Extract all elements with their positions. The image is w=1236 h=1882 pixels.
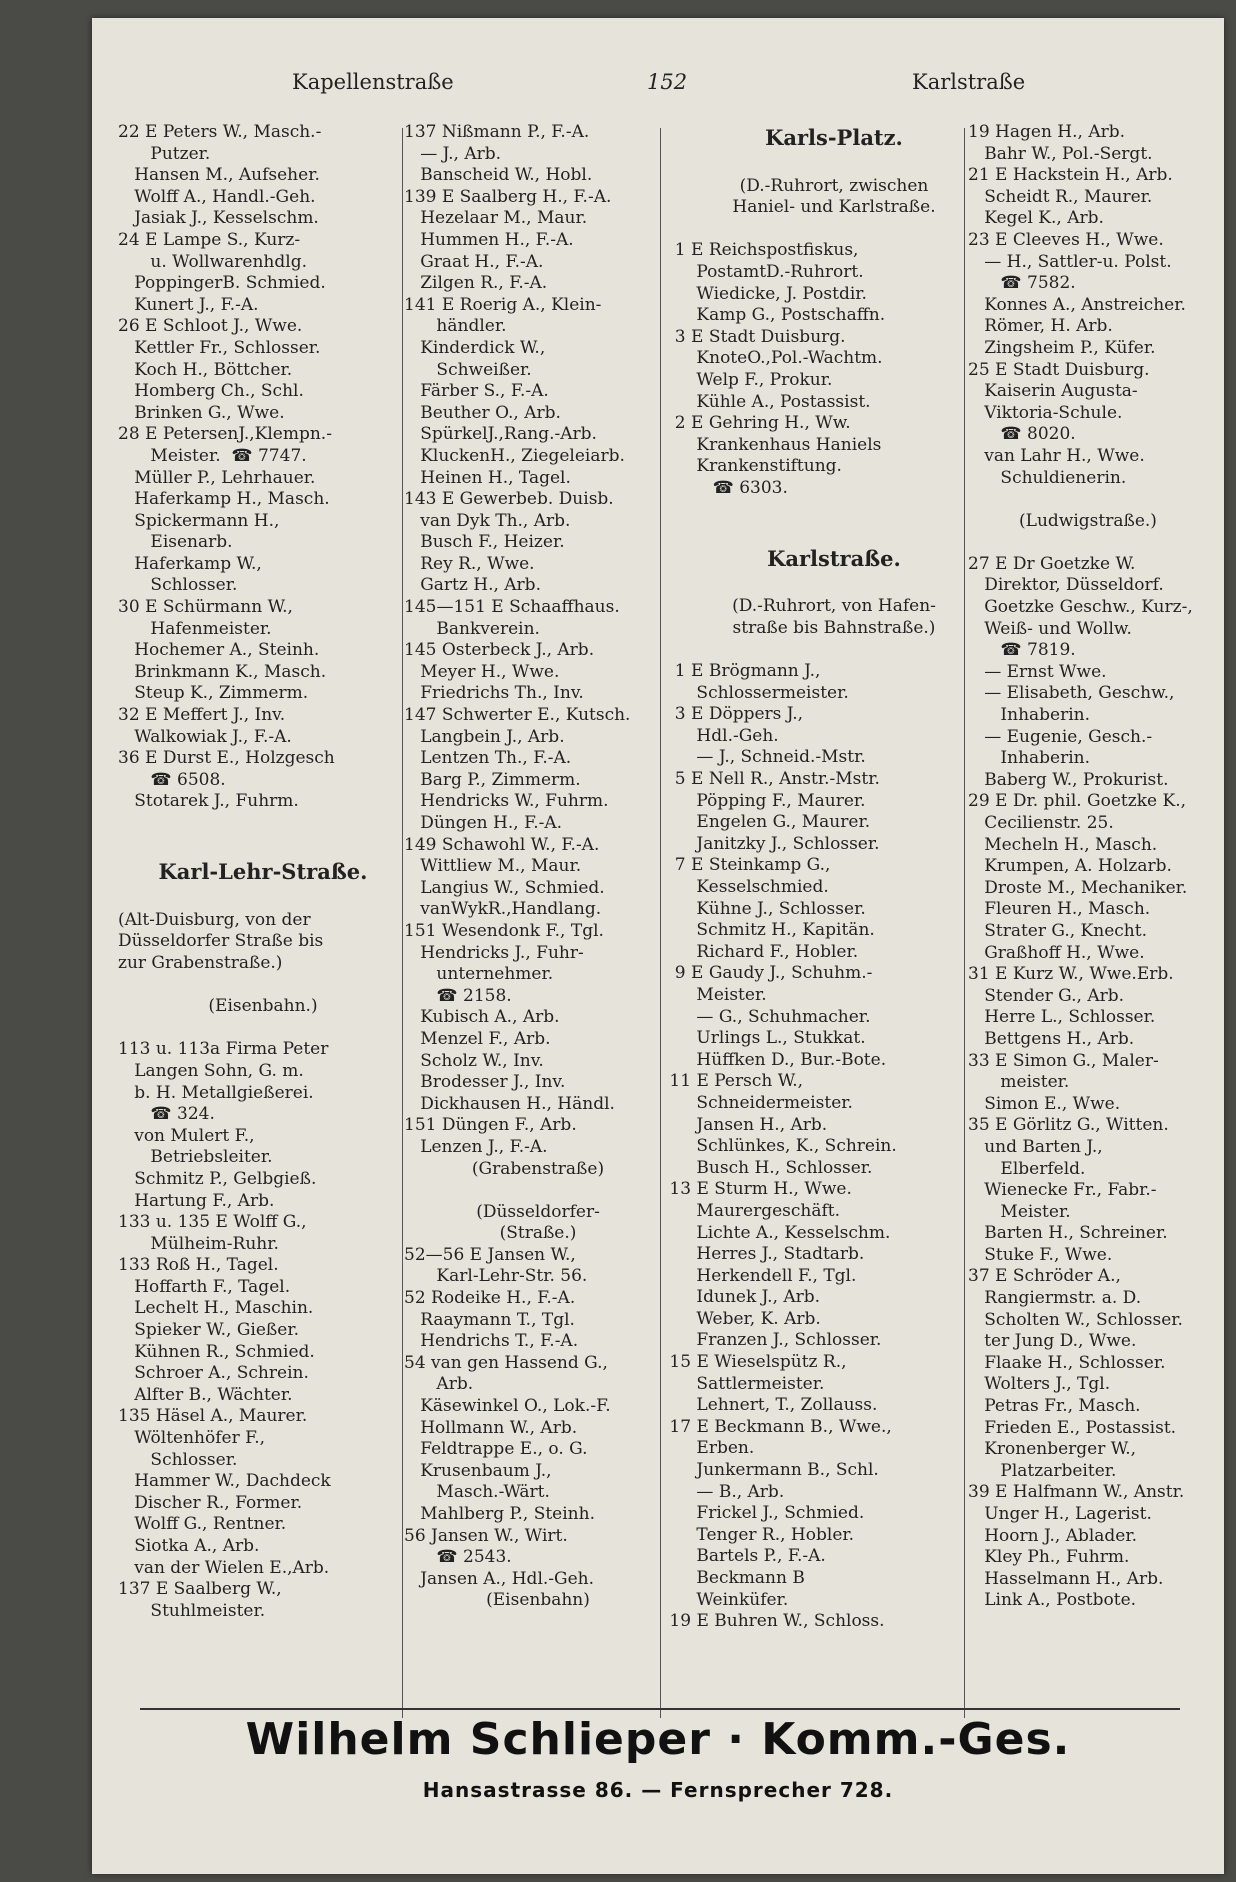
directory-entry: Wolters J., Tgl. [968,1374,1111,1395]
directory-entry: Jansen A., Hdl.-Geh. [404,1568,595,1589]
directory-entry: Krankenstiftung. [664,456,842,477]
directory-entry: Jasiak J., Kesselschm. [118,208,319,229]
directory-entry: Scholz W., Inv. [404,1050,544,1071]
directory-entry: Viktoria-Schule. [968,402,1123,423]
directory-entry: Hartung F., Arb. [118,1190,275,1211]
directory-entry: unternehmer. [404,964,554,985]
directory-entry: SpürkelJ.,Rang.-Arb. [404,424,597,445]
column-divider [402,128,403,1718]
directory-entry: Schmitz P., Gelbgieß. [118,1168,317,1189]
directory-entry: u. Wollwarenhdlg. [118,251,307,272]
directory-entry: Wiedicke, J. Postdir. [664,283,867,304]
directory-entry: Lentzen Th., F.-A. [404,748,572,769]
directory-entry: (Alt-Duisburg, von der [118,909,311,930]
directory-entry: Alfter B., Wächter. [118,1384,293,1405]
directory-entry: Krumpen, A. Holzarb. [968,856,1172,877]
spacer [118,1018,408,1040]
directory-entry: — J., Schneid.-Mstr. [664,747,866,768]
directory-entry: Hendricks J., Fuhr- [404,942,584,963]
directory-entry: 35 E Görlitz G., Witten. [968,1115,1169,1136]
directory-entry: Schlosser. [118,575,238,596]
directory-entry: Meister. ☎ 7747. [118,445,307,466]
column-divider [964,128,965,1718]
directory-entry: Schmitz H., Kapitän. [664,920,875,941]
directory-entry: Franzen J., Schlosser. [664,1330,882,1351]
running-header [92,70,1224,102]
directory-entry: 149 Schawohl W., F.-A. [404,834,600,855]
directory-entry: Barten H., Schreiner. [968,1223,1168,1244]
directory-entry: Pöpping F., Maurer. [664,790,866,811]
directory-entry: Raaymann T., Tgl. [404,1309,575,1330]
spacer [968,489,1208,511]
directory-entry: Römer, H. Arb. [968,316,1113,337]
directory-entry: Weinküfer. [664,1589,789,1610]
directory-entry: Erben. [664,1438,755,1459]
column-1 [118,122,408,1622]
directory-entry: 22 E Peters W., Masch.- [118,122,322,142]
directory-entry: 135 Häsel A., Maurer. [118,1406,308,1427]
directory-entry: Petras Fr., Masch. [968,1396,1141,1417]
directory-entry: Müller P., Lehrhauer. [118,467,316,488]
directory-entry: (Eisenbahn) [486,1590,590,1611]
directory-entry: Schweißer. [404,359,532,380]
directory-entry: (Düsseldorfer- [476,1201,600,1222]
directory-entry: Banscheid W., Hobl. [404,165,593,186]
directory-entry: Menzel F., Arb. [404,1028,551,1049]
directory-entry: Flaake H., Schlosser. [968,1352,1166,1373]
directory-entry: (Eisenbahn.) [208,996,318,1017]
directory-entry: Hendricks W., Fuhrm. [404,791,609,812]
directory-entry: 3 E Döppers J., [664,704,804,725]
directory-entry: Lichte A., Kesselschm. [664,1222,891,1243]
directory-entry: Elberfeld. [968,1158,1086,1179]
directory-entry: ☎ 2543. [404,1547,512,1568]
directory-entry: (Straße.) [499,1223,577,1244]
directory-entry: Hüffken D., Bur.-Bote. [664,1049,887,1070]
directory-entry: Eisenarb. [118,532,233,553]
directory-entry: 145 Osterbeck J., Arb. [404,640,595,661]
spacer [118,888,408,910]
directory-entry: Sattlermeister. [664,1373,825,1394]
directory-entry: Bettgens H., Arb. [968,1028,1135,1049]
spacer [968,532,1208,554]
directory-entry: Simon E., Wwe. [968,1093,1121,1114]
directory-entry: Krusenbaum J., [404,1460,552,1481]
directory-entry: Stuhlmeister. [118,1600,266,1621]
directory-entry: Haferkamp H., Masch. [118,489,330,510]
directory-entry: 36 E Durst E., Holzgesch [118,748,335,769]
directory-entry: 30 E Schürmann W., [118,597,293,618]
directory-entry: Meister. [968,1201,1071,1222]
directory-entry: PostamtD.-Ruhrort. [664,261,864,282]
directory-entry: Kley Ph., Fuhrm. [968,1547,1130,1568]
directory-entry: Färber S., F.-A. [404,381,549,402]
directory-entry: Herkendell F., Tgl. [664,1265,857,1286]
directory-entry: Wolff A., Handl.-Geh. [118,186,316,207]
directory-entry: Weber, K. Arb. [664,1308,821,1329]
directory-entry: Wolff G., Rentner. [118,1514,287,1535]
street-heading: Karlstraße. [767,545,901,571]
directory-entry: Lechelt H., Maschin. [118,1298,314,1319]
directory-entry: Strater G., Knecht. [968,920,1147,941]
directory-entry: PoppingerB. Schmied. [118,273,326,294]
directory-entry: Frieden E., Postassist. [968,1417,1177,1438]
directory-entry: Walkowiak J., F.-A. [118,726,292,747]
directory-entry: meister. [968,1072,1070,1093]
directory-entry: 151 Düngen F., Arb. [404,1115,577,1136]
directory-entry: Schlosser. [118,1449,238,1470]
directory-entry: Haferkamp W., [118,553,262,574]
directory-entry: straße bis Bahnstraße.) [732,617,936,638]
directory-entry: 147 Schwerter E., Kutsch. [404,705,631,726]
directory-entry: Hollmann W., Arb. [404,1417,578,1438]
directory-entry: 39 E Halfmann W., Anstr. [968,1482,1185,1503]
directory-entry: Wittliew M., Maur. [404,856,582,877]
directory-entry: — Ernst Wwe. [968,661,1107,682]
directory-entry: van Dyk Th., Arb. [404,510,571,531]
directory-entry: 33 E Simon G., Maler- [968,1050,1159,1071]
directory-entry: Feldtrappe E., o. G. [404,1439,588,1460]
directory-entry: 5 E Nell R., Anstr.-Mstr. [664,769,880,790]
directory-entry: Bahr W., Pol.-Sergt. [968,143,1153,164]
directory-entry: Stotarek J., Fuhrm. [118,791,299,812]
directory-entry: Mülheim-Ruhr. [118,1233,279,1254]
spacer [404,1180,672,1202]
directory-entry: 141 E Roerig A., Klein- [404,294,602,315]
directory-entry: Droste M., Mechaniker. [968,877,1188,898]
directory-entry: Lenzen J., F.-A. [404,1136,548,1157]
directory-entry: 137 E Saalberg W., [118,1579,282,1600]
directory-entry: Karl-Lehr-Str. 56. [404,1266,588,1287]
directory-entry: 133 u. 135 E Wolff G., [118,1212,307,1233]
directory-entry: 26 E Schloot J., Wwe. [118,316,303,337]
directory-entry: Stuke F., Wwe. [968,1244,1113,1265]
directory-entry: Siotka A., Arb. [118,1536,260,1556]
directory-entry: 37 E Schröder A., [968,1266,1121,1287]
directory-entry: Schroer A., Schrein. [118,1363,309,1384]
directory-entry: Inhaberin. [968,705,1091,726]
directory-entry: ☎ 324. [118,1104,215,1125]
spacer [664,521,1004,543]
directory-entry: Inhaberin. [968,748,1091,769]
directory-entry: Engelen G., Maurer. [664,812,871,833]
directory-entry: Hoffarth F., Tagel. [118,1276,291,1297]
directory-entry: Hezelaar M., Maur. [404,208,588,229]
directory-entry: Kettler Fr., Schlosser. [118,337,321,358]
directory-entry: Hochemer A., Steinh. [118,640,320,661]
directory-entry: Herre L., Schlosser. [968,1007,1156,1028]
directory-entry: Kühle A., Postassist. [664,391,871,412]
directory-entry: Rangiermstr. a. D. [968,1288,1142,1309]
street-heading: Karls-Platz. [765,125,903,150]
directory-entry: Putzer. [118,143,211,164]
directory-entry: ☎ 8020. [968,424,1076,445]
directory-entry: — H., Sattler-u. Polst. [968,251,1172,272]
directory-entry: Welp F., Prokur. [664,369,833,390]
directory-entry: 145—151 E Schaaffhaus. [404,597,620,618]
street-heading: Karl-Lehr-Straße. [158,859,368,885]
directory-entry: 31 E Kurz W., Wwe.Erb. [968,964,1174,985]
directory-entry: Unger H., Lagerist. [968,1504,1152,1524]
directory-entry: Graat H., F.-A. [404,251,544,272]
directory-entry: Steup K., Zimmerm. [118,683,309,704]
directory-entry: — Eugenie, Gesch.- [968,726,1153,747]
directory-entry: Koch H., Böttcher. [118,359,293,380]
directory-entry: Kubisch A., Arb. [404,1007,560,1028]
directory-entry: 143 E Gewerbeb. Duisb. [404,489,614,510]
directory-entry: Schlossermeister. [664,682,849,703]
directory-entry: Hummen H., F.-A. [404,229,574,250]
advertisement-address: Hansastrasse 86. — Fernsprecher 728. [422,1778,894,1802]
directory-entry: 25 E Stadt Duisburg. [968,359,1150,380]
directory-entry: ☎ 7819. [968,640,1076,661]
directory-entry: Homberg Ch., Schl. [118,381,304,402]
directory-entry: Konnes A., Anstreicher. [968,294,1186,315]
directory-entry: Dickhausen H., Händl. [404,1093,615,1114]
directory-entry: 52 Rodeike H., F.-A. [404,1288,576,1309]
directory-entry: Hoorn J., Ablader. [968,1525,1138,1546]
directory-entry: 15 E Wieselspütz R., [664,1352,847,1373]
directory-entry: Graßhoff H., Wwe. [968,942,1145,963]
directory-entry: Discher R., Former. [118,1492,303,1513]
directory-entry: Arb. [404,1374,474,1395]
directory-entry: Lehnert, T., Zollauss. [664,1395,878,1416]
directory-entry: Frickel J., Schmied. [664,1503,865,1524]
directory-entry: Langius W., Schmied. [404,877,605,898]
directory-entry: 133 Roß H., Tagel. [118,1255,279,1276]
directory-entry: Kamp G., Postschaffn. [664,305,886,326]
directory-entry: 11 E Persch W., [664,1071,804,1092]
directory-entry: Schneidermeister. [664,1092,853,1113]
directory-entry: — J., Arb. [404,143,502,164]
directory-entry: Scholten W., Schlosser. [968,1309,1183,1330]
directory-entry: 151 Wesendonk F., Tgl. [404,920,604,941]
directory-entry: Junkermann B., Schl. [664,1460,879,1481]
header-right-street: Karlstraße [912,70,1026,94]
directory-entry: KluckenH., Ziegeleiarb. [404,445,625,466]
directory-entry: Wienecke Fr., Fabr.- [968,1180,1157,1201]
directory-entry: ☎ 6303. [664,477,788,498]
directory-entry: Beuther O., Arb. [404,402,561,423]
directory-entry: Brinken G., Wwe. [118,402,285,423]
directory-entry: Spickermann H., [118,510,280,531]
directory-entry: Kühnen R., Schmied. [118,1341,315,1362]
directory-entry: Urlings L., Stukkat. [664,1028,866,1049]
directory-entry: Hammer W., Dachdeck [118,1471,331,1492]
header-left-street: Kapellenstraße [292,70,454,94]
directory-entry: Platzarbeiter. [968,1460,1117,1481]
directory-entry: 137 Nißmann P., F.-A. [404,122,590,142]
directory-entry: Kinderdick W., [404,337,546,358]
spacer [664,154,1004,176]
directory-entry: Düsseldorfer Straße bis [118,931,324,952]
directory-entry: 113 u. 113a Firma Peter [118,1039,329,1060]
directory-entry: Brodesser J., Inv. [404,1072,566,1093]
directory-entry: Idunek J., Arb. [664,1287,821,1308]
directory-entry: Fleuren H., Masch. [968,899,1151,920]
directory-entry: Hafenmeister. [118,618,272,639]
directory-entry: 17 E Beckmann B., Wwe., [664,1416,892,1437]
directory-entry: — G., Schuhmacher. [664,1006,871,1027]
column-divider [660,128,661,1718]
directory-entry: Beckmann B [664,1568,805,1588]
directory-entry: Meyer H., Wwe. [404,661,560,682]
directory-entry: Betriebsleiter. [118,1147,273,1168]
directory-entry: — Elisabeth, Geschw., [968,683,1175,704]
directory-entry: Langen Sohn, G. m. [118,1060,304,1081]
directory-entry: Gartz H., Arb. [404,575,541,596]
spacer [664,500,1004,522]
directory-entry: ☎ 2158. [404,985,512,1006]
directory-entry: (Grabenstraße) [471,1158,605,1179]
directory-entry: Bartels P., F.-A. [664,1546,826,1567]
spacer [118,975,408,997]
directory-entry: Janitzky J., Schlosser. [664,833,880,854]
directory-entry: Kühne J., Schlosser. [664,898,866,919]
directory-entry: Busch H., Schlosser. [664,1157,873,1178]
directory-entry: Hasselmann H., Arb. [968,1568,1164,1589]
directory-entry: 2 E Gehring H., Ww. [664,413,851,434]
directory-entry: Kronenberger W., [968,1439,1137,1460]
directory-entry: 3 E Stadt Duisburg. [664,326,846,347]
column-4 [968,122,1208,1612]
directory-entry: Baberg W., Prokurist. [968,769,1169,790]
directory-entry: Rey R., Wwe. [404,553,535,574]
directory-entry: Krankenhaus Haniels [664,434,882,455]
directory-entry: (Ludwigstraße.) [1019,510,1157,531]
directory-entry: (D.-Ruhrort, von Hafen- [732,596,936,617]
directory-entry: Hdl.-Geh. [664,725,779,746]
directory-entry: Käsewinkel O., Lok.-F. [404,1396,611,1417]
spacer [664,575,1004,597]
directory-entry: 9 E Gaudy J., Schuhm.- [664,963,873,984]
directory-entry: 28 E PetersenJ.,Klempn.- [118,424,332,445]
column-2 [404,122,672,1612]
directory-entry: Düngen H., F.-A. [404,813,563,833]
directory-entry: 1 E Brögmann J., [664,661,821,682]
directory-entry: Goetzke Geschw., Kurz-, [968,597,1193,618]
directory-entry: 29 E Dr. phil. Goetzke K., [968,791,1186,812]
directory-entry: Bankverein. [404,618,540,639]
advertisement-company: Wilhelm Schlieper · Komm.-Ges. [245,1714,1071,1765]
directory-entry: Friedrichs Th., Inv. [404,683,584,704]
directory-entry: 54 van gen Hassend G., [404,1352,608,1373]
directory-entry: Schlünkes, K., Schrein. [664,1136,897,1157]
directory-entry: Hansen M., Aufseher. [118,165,320,186]
directory-entry: Link A., Postbote. [968,1590,1137,1611]
directory-entry: Schuldienerin. [968,467,1127,488]
directory-entry: Mahlberg P., Steinh. [404,1504,595,1524]
directory-entry: van Lahr H., Wwe. [968,445,1145,466]
directory-entry: Tenger R., Hobler. [664,1524,855,1545]
directory-entry: Cecilienstr. 25. [968,813,1114,833]
directory-entry: KnoteO.,Pol.-Wachtm. [664,348,883,369]
spacer [664,219,1004,241]
directory-entry: ☎ 7582. [968,273,1076,294]
spacer [118,813,408,835]
directory-entry: ter Jung D., Wwe. [968,1331,1137,1352]
directory-page [92,18,1224,1874]
directory-entry: 19 Hagen H., Arb. [968,122,1126,142]
directory-entry: Maurergeschäft. [664,1200,841,1221]
spacer [664,639,1004,661]
directory-entry: Richard F., Hobler. [664,941,859,962]
directory-entry: 27 E Dr Goetzke W. [968,553,1136,574]
directory-entry: 13 E Sturm H., Wwe. [664,1179,852,1200]
directory-entry: Meister. [664,984,767,1005]
directory-entry: händler. [404,316,507,337]
page-number: 152 [647,70,688,94]
directory-entry: 23 E Cleeves H., Wwe. [968,229,1164,250]
directory-entry: — B., Arb. [664,1481,785,1502]
directory-entry: 56 Jansen W., Wirt. [404,1525,568,1546]
directory-entry: und Barten J., [968,1136,1103,1157]
directory-entry: Brinkmann K., Masch. [118,661,327,682]
directory-entry: Hendrichs T., F.-A. [404,1331,579,1352]
directory-entry: Busch F., Heizer. [404,532,565,553]
directory-entry: ☎ 6508. [118,769,226,790]
directory-entry: 1 E Reichspostfiskus, [664,240,859,261]
directory-entry: Kaiserin Augusta- [968,381,1138,402]
directory-entry: Kesselschmied. [664,877,829,897]
directory-entry: Masch.-Wärt. [404,1482,550,1503]
directory-entry: 21 E Hackstein H., Arb. [968,165,1173,186]
directory-entry: Mecheln H., Masch. [968,834,1158,855]
directory-entry: Scheidt R., Maurer. [968,186,1153,207]
directory-entry: Kegel K., Arb. [968,208,1104,229]
directory-entry: 52—56 E Jansen W., [404,1244,576,1265]
directory-entry: Langbein J., Arb. [404,726,565,747]
column-3 [664,122,1004,1633]
directory-entry: Zilgen R., F.-A. [404,273,548,294]
directory-entry: (D.-Ruhrort, zwischen [739,175,929,196]
directory-entry: Jansen H., Arb. [664,1114,828,1135]
directory-entry: van der Wielen E.,Arb. [118,1557,330,1578]
directory-entry: Heinen H., Tagel. [404,467,571,488]
directory-entry: Wöltenhöfer F., [118,1428,266,1449]
directory-entry: Kunert J., F.-A. [118,294,259,315]
directory-entry: 19 E Buhren W., Schloss. [664,1611,885,1632]
directory-entry: Barg P., Zimmerm. [404,769,581,790]
directory-entry: zur Grabenstraße.) [118,952,283,973]
directory-entry: Herres J., Stadtarb. [664,1244,865,1265]
directory-entry: b. H. Metallgießerei. [118,1082,314,1103]
directory-entry: Zingsheim P., Küfer. [968,337,1156,358]
directory-entry: Weiß- und Wollw. [968,618,1132,639]
directory-entry: 7 E Steinkamp G., [664,855,831,876]
directory-entry: 32 E Meffert J., Inv. [118,705,286,726]
directory-entry: Stender G., Arb. [968,985,1125,1006]
directory-entry: Direktor, Düsseldorf. [968,575,1164,596]
directory-entry: 139 E Saalberg H., F.-A. [404,186,612,207]
directory-entry: von Mulert F., [118,1125,255,1146]
directory-entry: Haniel- und Karlstraße. [732,197,936,218]
directory-entry: 24 E Lampe S., Kurz- [118,229,301,250]
directory-entry: Spieker W., Gießer. [118,1320,299,1341]
directory-entry: vanWykR.,Handlang. [404,899,602,920]
spacer [118,835,408,857]
advertisement-rule [140,1708,1180,1710]
